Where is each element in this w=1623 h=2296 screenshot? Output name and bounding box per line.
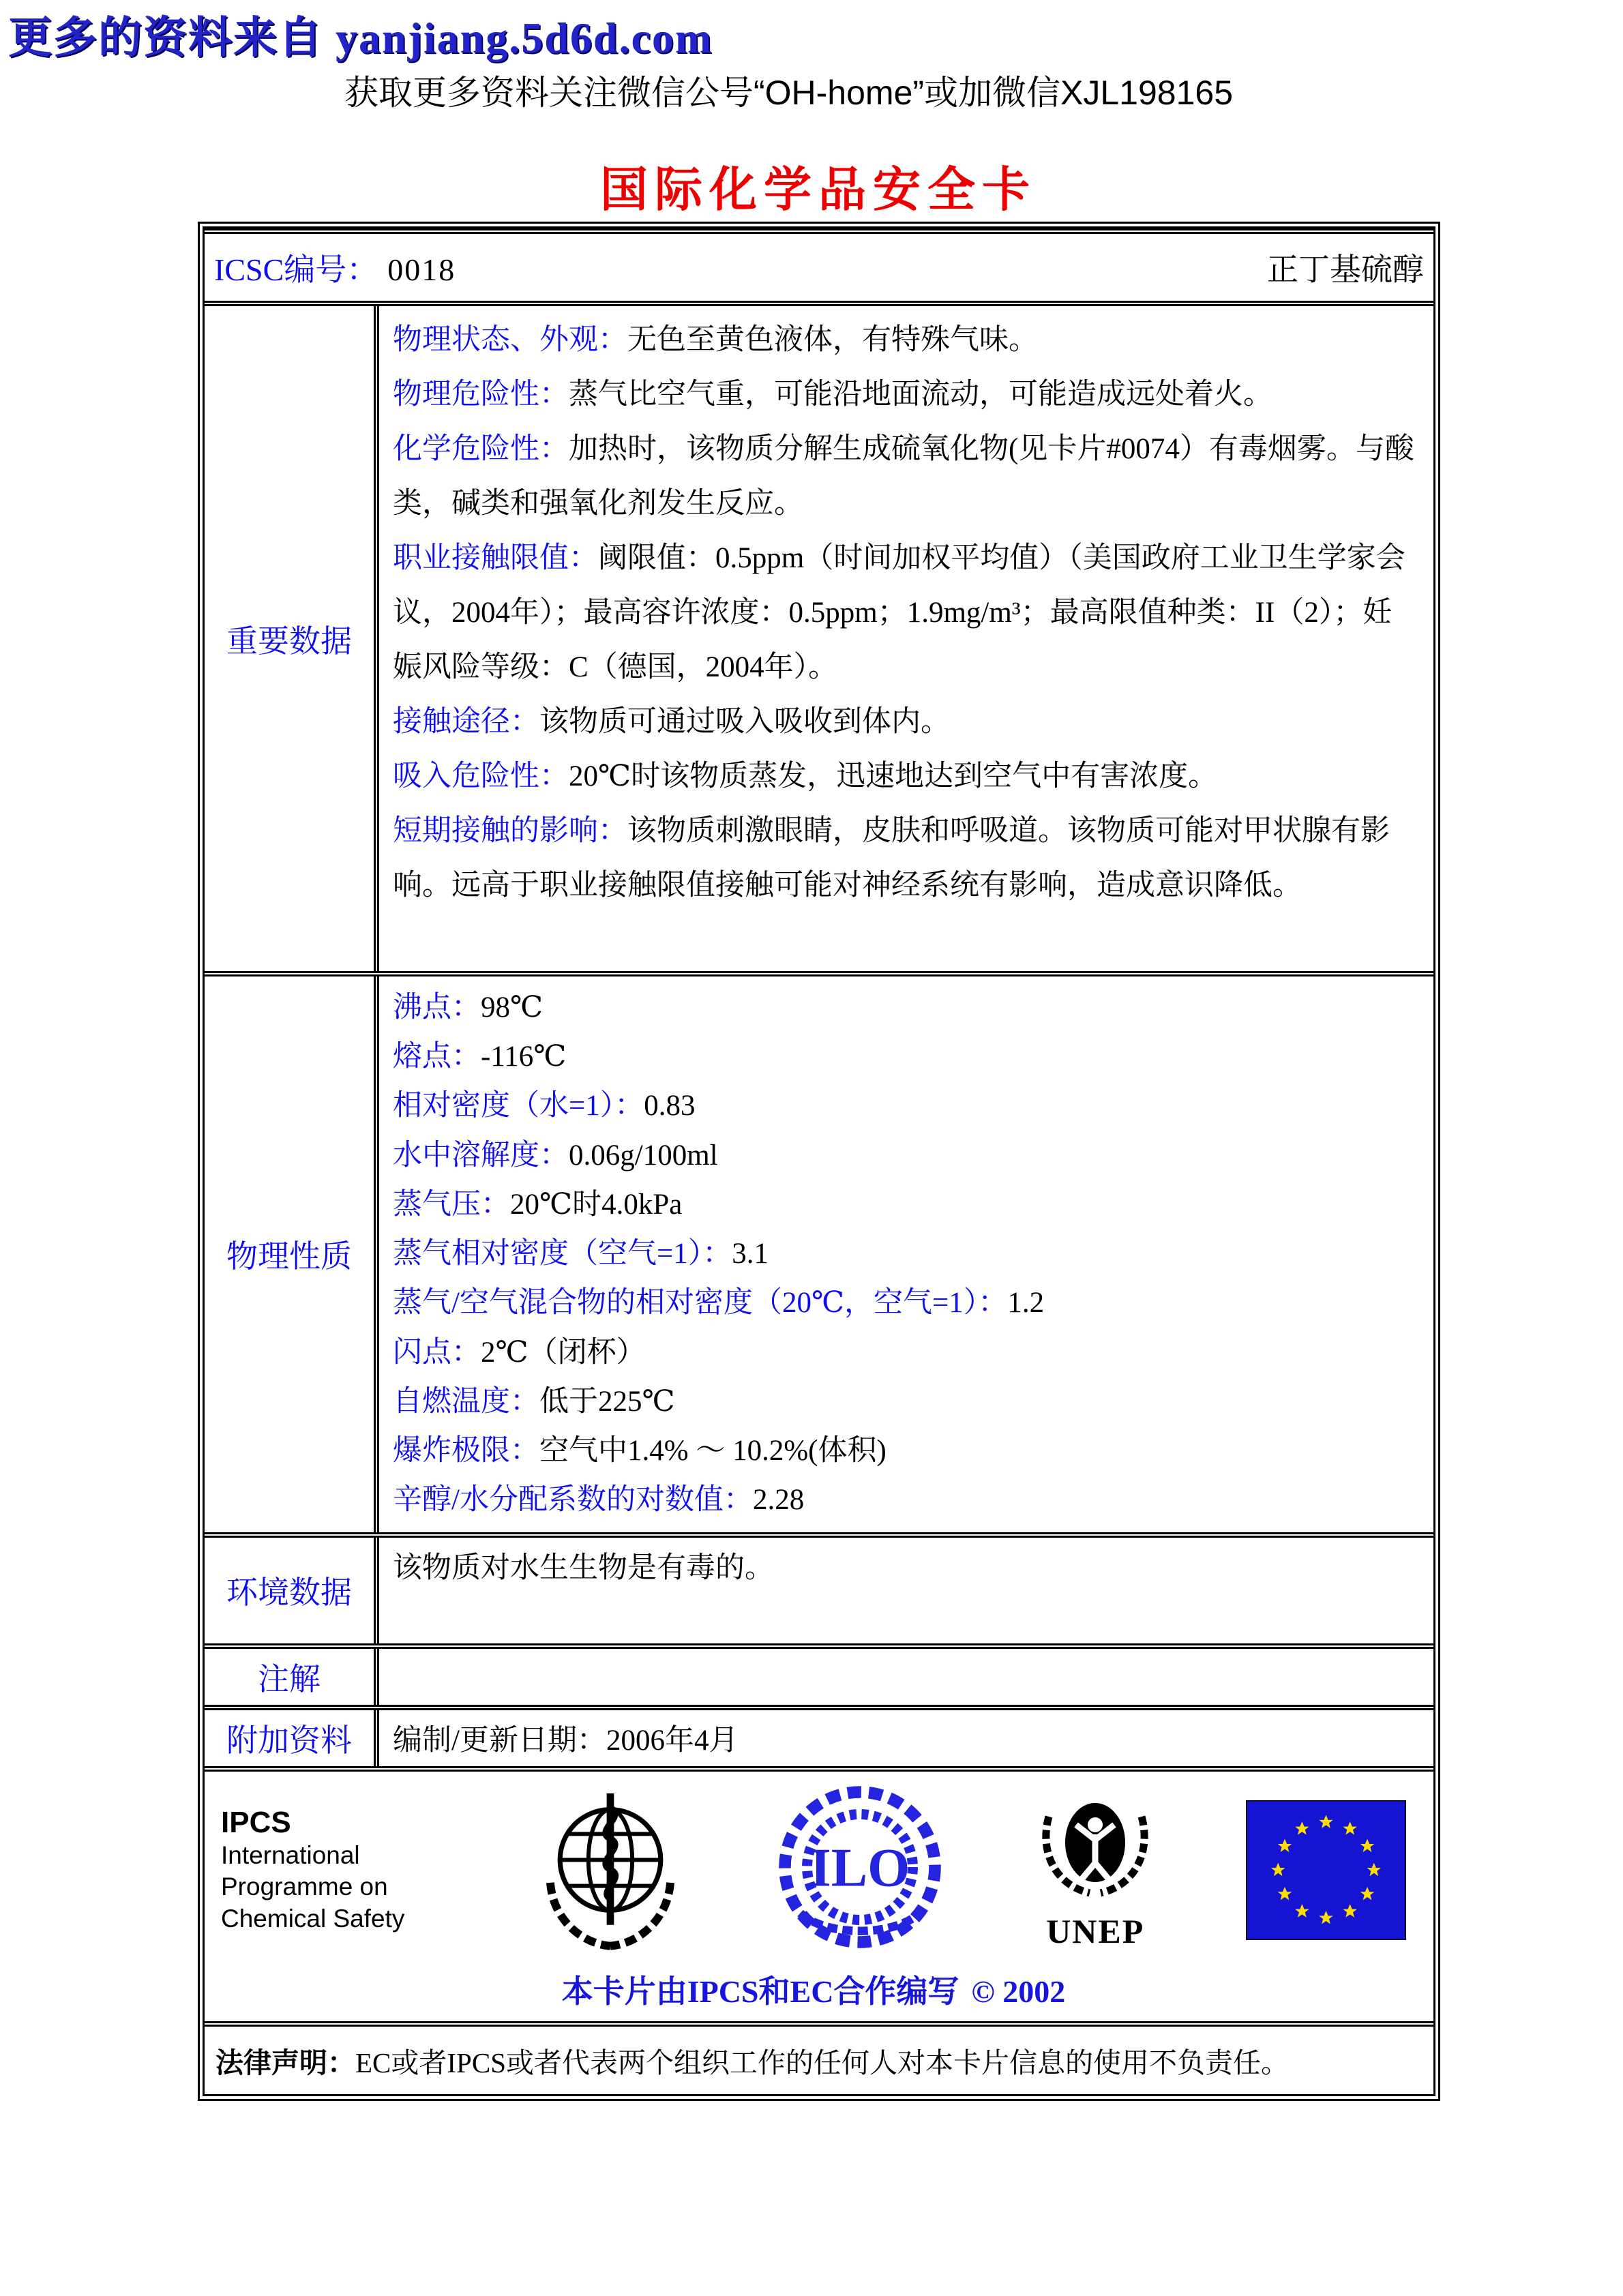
environmental-data-label: 环境数据 xyxy=(205,1538,379,1643)
data-line-value: 阈限值：0.5ppm（时间加权平均值）（美国政府工业卫生学家会议，2004年）；最高容许浓度：0.5ppm；1.9mg/m³；最高限值种类：II（2）；妊娠风险等级：C（德国，2004年）。 xyxy=(393,541,1405,683)
data-line xyxy=(393,804,1420,913)
property-label: 闪点： xyxy=(393,1336,481,1369)
data-line-label: 物理危险性： xyxy=(393,378,569,411)
property-value: 20℃时4.0kPa xyxy=(510,1188,683,1221)
data-line-value: 20℃时该物质蒸发，迅速地达到空气中有害浓度。 xyxy=(569,760,1218,792)
notes-content xyxy=(379,1649,1433,1705)
additional-info-content: 编制/更新日期：2006年4月 xyxy=(393,1724,739,1757)
icsc-number-label: ICSC编号： xyxy=(214,252,378,287)
data-line-value: 该物质刺激眼睛，皮肤和呼吸道。该物质可能对甲状腺有影响。远高于职业接触限值接触可能对神经系统有影响，造成意识降低。 xyxy=(393,814,1390,901)
icsc-number-group xyxy=(214,245,456,290)
additional-info-label: 附加资料 xyxy=(205,1710,379,1766)
data-line xyxy=(393,368,1420,422)
property-value: 0.83 xyxy=(644,1090,696,1122)
property-line xyxy=(393,1082,1420,1131)
data-line-label: 吸入危险性： xyxy=(393,760,569,792)
legal-row xyxy=(205,2021,1433,2094)
property-line xyxy=(393,1032,1420,1082)
promo-source-text: 更多的资料来自 yanjiang.5d6d.com xyxy=(8,14,713,62)
safety-card-table xyxy=(198,222,1440,2101)
data-line xyxy=(393,422,1420,531)
notes-label: 注解 xyxy=(205,1649,379,1705)
property-value: 98℃ xyxy=(481,992,544,1024)
property-label: 蒸气压： xyxy=(393,1188,510,1221)
property-label: 辛醇/水分配系数的对数值： xyxy=(393,1484,753,1517)
ipcs-line-1: International xyxy=(221,1841,360,1870)
logos-row xyxy=(205,1766,1433,2021)
property-line xyxy=(393,1131,1420,1180)
ilo-logo-icon xyxy=(775,1785,945,1956)
data-line-label: 化学危险性： xyxy=(393,432,569,465)
icsc-number-value: 0018 xyxy=(387,252,456,287)
property-line xyxy=(393,1180,1420,1229)
physical-properties-content xyxy=(379,976,1433,1532)
data-line-label: 物理状态、外观： xyxy=(393,324,627,356)
property-label: 沸点： xyxy=(393,992,481,1024)
data-line-value: 加热时，该物质分解生成硫氧化物(见卡片#0074）有毒烟雾。与酸类，碱类和强氧化剂发生反应。 xyxy=(393,432,1414,520)
property-line xyxy=(393,1476,1420,1525)
important-data-row xyxy=(205,301,1433,971)
chemical-name: 正丁基硫醇 xyxy=(1267,252,1424,287)
ipcs-title: IPCS xyxy=(221,1806,291,1840)
important-data-label: 重要数据 xyxy=(205,306,379,971)
ipcs-line-3: Chemical Safety xyxy=(221,1904,405,1933)
property-label: 相对密度（水=1）： xyxy=(393,1090,644,1122)
environmental-data-row xyxy=(205,1532,1433,1643)
ipcs-text-block xyxy=(221,1806,446,1935)
property-value: 低于225℃ xyxy=(539,1385,675,1418)
unep-logo-icon xyxy=(1027,1789,1163,1951)
property-label: 蒸气相对密度（空气=1）： xyxy=(393,1238,732,1270)
notes-row xyxy=(205,1643,1433,1705)
environmental-data-content: 该物质对水生生物是有毒的。 xyxy=(393,1551,774,1584)
property-label: 熔点： xyxy=(393,1041,481,1073)
data-line-value: 该物质可通过吸入吸收到体内。 xyxy=(539,705,950,738)
data-line-label: 短期接触的影响： xyxy=(393,814,627,847)
property-value: 0.06g/100ml xyxy=(569,1139,718,1172)
property-line xyxy=(393,1229,1420,1279)
data-line xyxy=(393,313,1420,368)
page-title: 国际化学品安全卡 xyxy=(600,164,1037,217)
property-value: 空气中1.4% ～ 10.2%(体积) xyxy=(539,1435,887,1467)
property-line xyxy=(393,1328,1420,1377)
ipcs-line-2: Programme on xyxy=(221,1873,388,1901)
physical-properties-row xyxy=(205,971,1433,1532)
eu-flag-icon xyxy=(1246,1800,1406,1940)
data-line-value: 蒸气比空气重，可能沿地面流动，可能造成远处着火。 xyxy=(569,378,1272,411)
who-logo-icon xyxy=(528,1785,692,1956)
property-line xyxy=(393,1279,1420,1328)
physical-properties-label: 物理性质 xyxy=(205,976,379,1532)
property-value: 3.1 xyxy=(732,1238,769,1270)
property-line xyxy=(393,1427,1420,1476)
property-value: 2℃（闭杯） xyxy=(481,1336,646,1369)
additional-info-row xyxy=(205,1705,1433,1766)
important-data-content xyxy=(379,306,1433,971)
legal-text: EC或者IPCS或者代表两个组织工作的任何人对本卡片信息的使用不负责任。 xyxy=(355,2046,1289,2078)
cooperation-caption-text: 本卡片由IPCS和EC合作编写 xyxy=(561,1973,959,2009)
data-line xyxy=(393,531,1420,695)
property-label: 蒸气/空气混合物的相对密度（20℃，空气=1）： xyxy=(393,1287,1008,1320)
property-line xyxy=(393,1377,1420,1427)
unep-logo-text: UNEP xyxy=(1046,1912,1145,1951)
legal-label: 法律声明： xyxy=(215,2046,355,2078)
property-label: 爆炸极限： xyxy=(393,1435,539,1467)
cooperation-caption xyxy=(221,1967,1406,2012)
data-line xyxy=(393,749,1420,804)
copyright-text: © 2002 xyxy=(971,1973,1066,2009)
property-line xyxy=(393,983,1420,1032)
property-value: 2.28 xyxy=(752,1484,805,1517)
data-line xyxy=(393,695,1420,749)
data-line-value: 无色至黄色液体，有特殊气味。 xyxy=(627,324,1038,356)
icsc-header-row xyxy=(205,228,1433,301)
promo-wechat-text: 获取更多资料关注微信公号“OH-home”或加微信XJL198165 xyxy=(344,74,1234,112)
data-line-label: 职业接触限值： xyxy=(393,541,598,574)
property-value: 1.2 xyxy=(1007,1287,1045,1320)
property-label: 水中溶解度： xyxy=(393,1139,569,1172)
data-line-label: 接触途径： xyxy=(393,705,539,738)
property-label: 自燃温度： xyxy=(393,1385,539,1418)
ilo-logo-text: ILO xyxy=(809,1838,910,1898)
property-value: -116℃ xyxy=(481,1041,567,1073)
